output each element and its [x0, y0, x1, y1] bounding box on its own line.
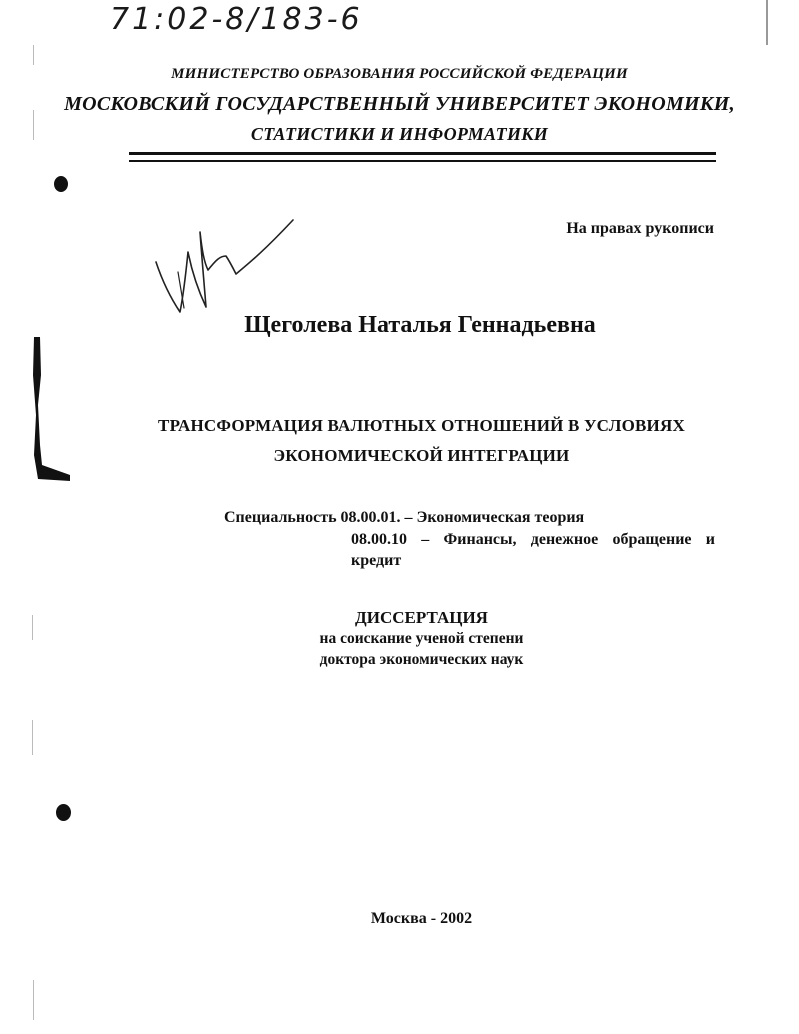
manuscript-rights-note: На правах рукописи — [566, 220, 714, 237]
degree-line2: доктора экономических наук — [319, 651, 524, 668]
catalog-number: 71:02-8/183-6 — [110, 2, 363, 37]
dissertation-title-line2: ЭКОНОМИЧЕСКОЙ ИНТЕГРАЦИИ — [273, 446, 570, 465]
punch-hole-bottom — [56, 804, 71, 821]
margin-line-1 — [33, 45, 34, 65]
punch-hole-top — [54, 176, 68, 192]
author-name: Щеголева Наталья Геннадьевна — [244, 312, 596, 338]
specialty-primary: Специальность 08.00.01. – Экономическая теория — [224, 509, 585, 526]
scan-edge-mark — [766, 0, 768, 45]
header-rule-thin — [129, 160, 716, 162]
margin-line-2 — [33, 110, 34, 140]
header-rule-thick — [129, 152, 716, 155]
ministry-name: МИНИСТЕРСТВО ОБРАЗОВАНИЯ РОССИЙСКОЙ ФЕДЕРАЦИИ — [171, 66, 628, 82]
university-name-line1: МОСКОВСКИЙ ГОСУДАРСТВЕННЫЙ УНИВЕРСИТЕТ ЭКОНОМИКИ, — [64, 93, 735, 115]
degree-line1: на соискание ученой степени — [319, 630, 524, 647]
university-name-line2: СТАТИСТИКИ И ИНФОРМАТИКИ — [250, 124, 549, 144]
margin-line-4 — [32, 720, 33, 755]
author-signature — [148, 212, 298, 322]
document-type-heading: ДИССЕРТАЦИЯ — [355, 608, 488, 627]
specialty-secondary: 08.00.10 – Финансы, денежное обращение и кредит — [351, 531, 715, 569]
binding-mark — [30, 335, 72, 485]
dissertation-title-line1: ТРАНСФОРМАЦИЯ ВАЛЮТНЫХ ОТНОШЕНИЙ В УСЛОВИЯХ — [158, 416, 685, 435]
margin-line-3 — [32, 615, 33, 640]
city-and-year: Москва - 2002 — [370, 910, 473, 927]
margin-line-5 — [33, 980, 34, 1020]
